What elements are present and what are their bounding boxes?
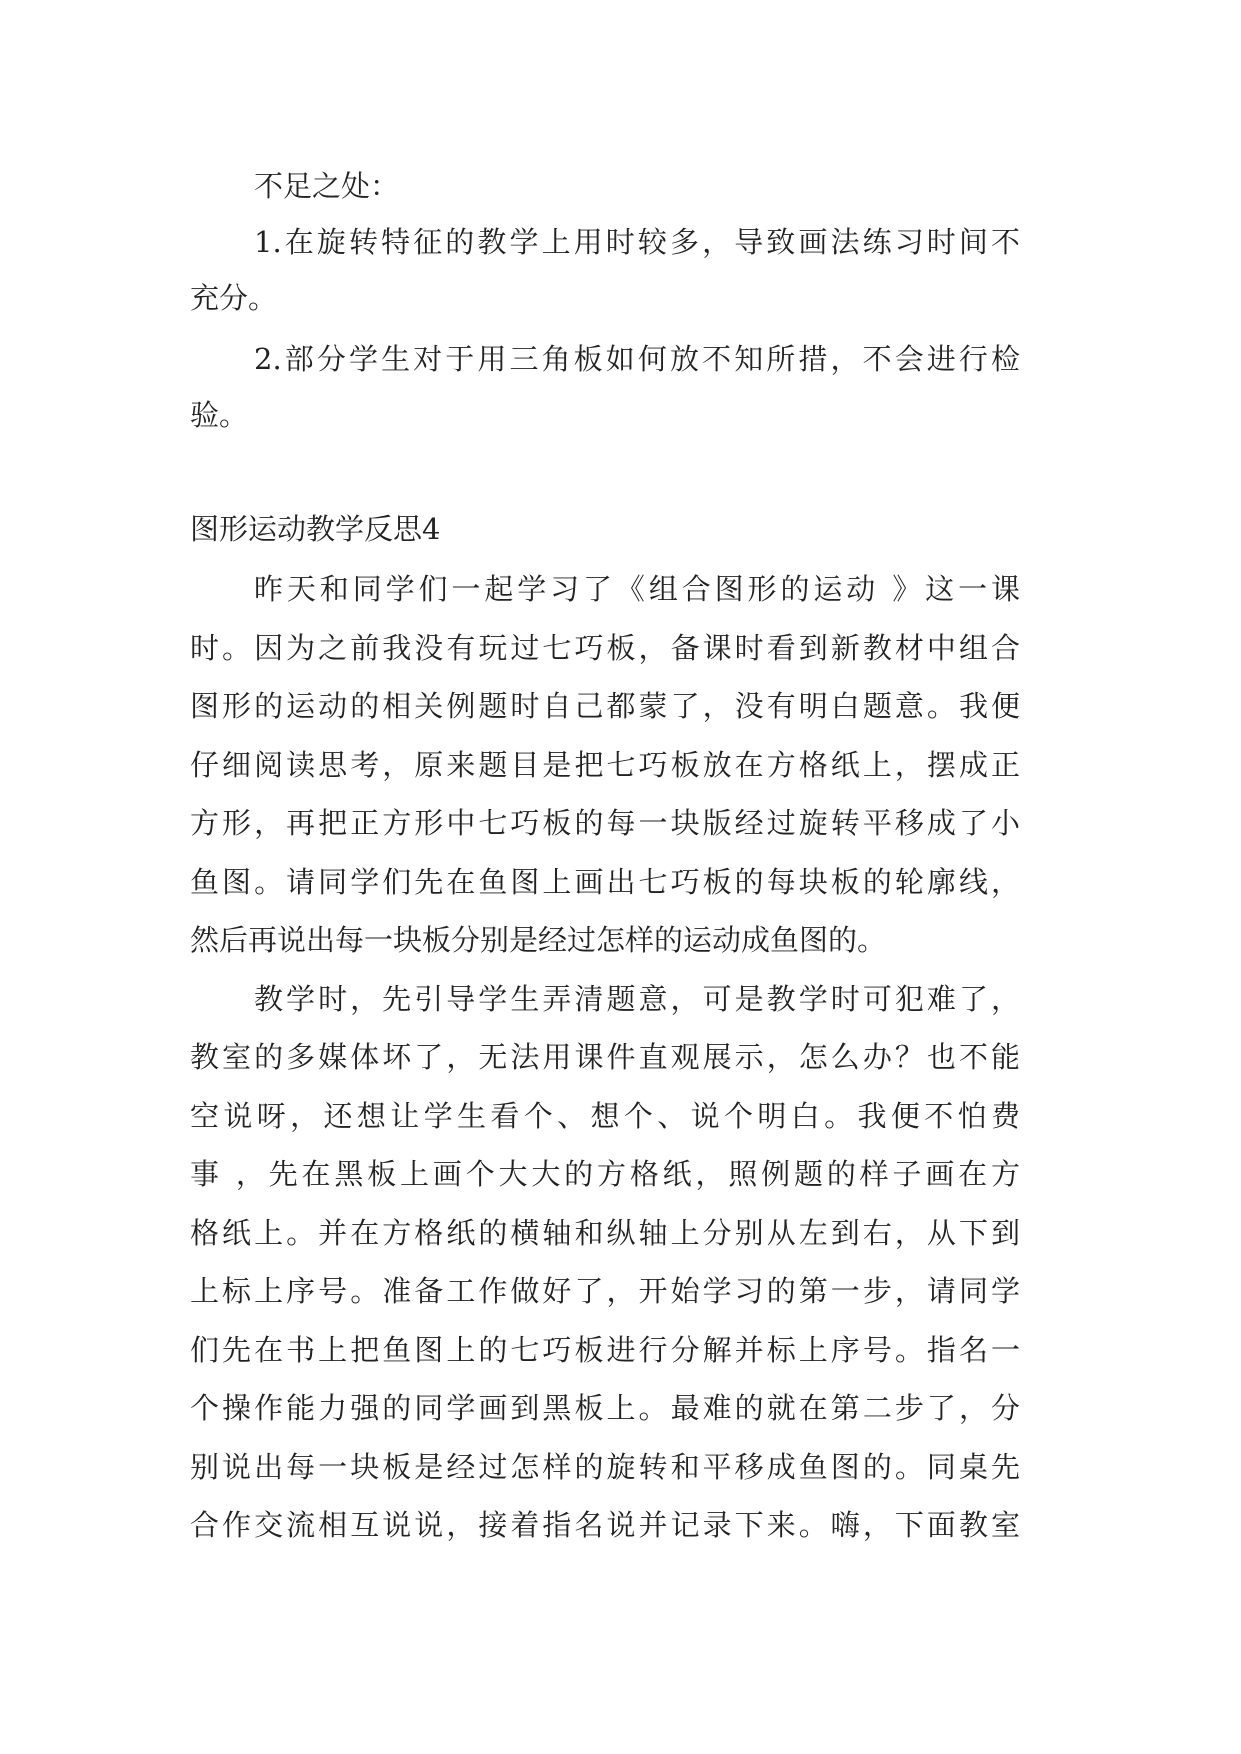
para2-line-6: 上标上序号。准备工作做好了，开始学习的第一步，请同学: [190, 1274, 1020, 1308]
para1-line-3: 图形的运动的相关例题时自己都蒙了，没有明白题意。我便: [190, 689, 1020, 723]
deficiency-item-2-line-2: 验。: [190, 398, 249, 432]
para1-line-6: 鱼图。请同学们先在鱼图上画出七巧板的每块板的轮廓线，: [190, 865, 1020, 899]
para2-line-7: 们先在书上把鱼图上的七巧板进行分解并标上序号。指名一: [190, 1333, 1020, 1367]
para2-line-10: 合作交流相互说说，接着指名说并记录下来。嗨，下面教室: [190, 1508, 1020, 1542]
para2-line-5: 格纸上。并在方格纸的横轴和纵轴上分别从左到右，从下到: [190, 1216, 1020, 1250]
deficiency-item-2-line-1: 2.部分学生对于用三角板如何放不知所措，不会进行检: [254, 342, 1020, 376]
para2-line-1: 教学时，先引导学生弄清题意，可是教学时可犯难了，: [254, 982, 1020, 1016]
para1-line-5: 方形，再把正方形中七巧板的每一块版经过旋转平移成了小: [190, 806, 1020, 840]
para2-line-9: 别说出每一块板是经过怎样的旋转和平移成鱼图的。同桌先: [190, 1450, 1020, 1484]
para2-line-4: 事 ，先在黑板上画个大大的方格纸，照例题的样子画在方: [190, 1157, 1020, 1191]
para1-line-4: 仔细阅读思考，原来题目是把七巧板放在方格纸上，摆成正: [190, 748, 1020, 782]
para1-line-7: 然后再说出每一块板分别是经过怎样的运动成鱼图的。: [190, 923, 887, 957]
deficiency-heading: 不足之处：: [254, 169, 400, 203]
para2-line-3: 空说呀，还想让学生看个、想个、说个明白。我便不怕费: [190, 1099, 1020, 1133]
deficiency-item-1-line-1: 1.在旋转特征的教学上用时较多，导致画法练习时间不: [254, 225, 1020, 259]
section-title: 图形运动教学反思4: [190, 512, 441, 546]
para2-line-8: 个操作能力强的同学画到黑板上。最难的就在第二步了，分: [190, 1391, 1020, 1425]
para1-line-2: 时。因为之前我没有玩过七巧板，备课时看到新教材中组合: [190, 631, 1020, 665]
deficiency-item-1-line-2: 充分。: [190, 281, 278, 315]
para2-line-2: 教室的多媒体坏了，无法用课件直观展示，怎么办？也不能: [190, 1040, 1020, 1074]
para1-line-1: 昨天和同学们一起学习了《组合图形的运动 》这一课: [254, 572, 1020, 606]
